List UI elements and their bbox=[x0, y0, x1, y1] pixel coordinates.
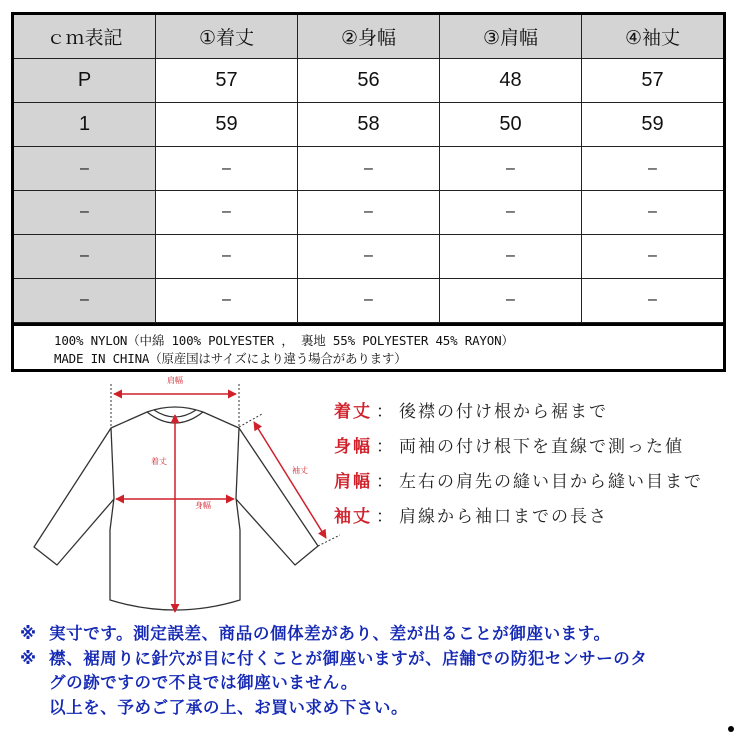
material-composition: 100% NYLON（中綿 100% POLYESTER ， 裏地 55% POLYESTER 45% RAYON） bbox=[54, 332, 514, 348]
legend-separator: ： bbox=[376, 507, 395, 527]
reference-mark-icon: ※ bbox=[20, 648, 37, 668]
legend-key: 袖丈 bbox=[334, 507, 372, 527]
sleeve-value: – bbox=[582, 235, 723, 278]
legend-description: 後襟の付け根から裾まで bbox=[399, 402, 608, 422]
shoulder-value: – bbox=[440, 279, 582, 322]
reference-mark-icon: ※ bbox=[20, 624, 37, 643]
legend-item-shoulder bbox=[334, 462, 703, 497]
size-label: – bbox=[14, 147, 156, 190]
legend-key: 着丈 bbox=[334, 402, 372, 422]
measurement-diagram bbox=[20, 372, 340, 622]
chest-value: – bbox=[298, 147, 440, 190]
chest-value: – bbox=[298, 279, 440, 322]
legend-description: 左右の肩先の縫い目から縫い目まで bbox=[399, 472, 703, 492]
length-value: 57 bbox=[156, 59, 298, 102]
table-header-row bbox=[14, 15, 723, 59]
table-row bbox=[14, 103, 723, 147]
shoulder-value: 50 bbox=[440, 103, 582, 146]
note-needle-holes bbox=[20, 647, 648, 672]
chest-value: – bbox=[298, 191, 440, 234]
legend-separator: ： bbox=[376, 437, 395, 457]
length-value: – bbox=[156, 147, 298, 190]
country-of-origin: MADE IN CHINA（原産国はサイズにより違う場合があります） bbox=[54, 350, 407, 366]
column-header-shoulder: ③肩幅 bbox=[440, 15, 582, 58]
size-label: – bbox=[14, 191, 156, 234]
note-acknowledgement: 以上を、予めご了承の上、お買い求め下さい。 bbox=[49, 697, 409, 717]
sleeve-value: 59 bbox=[582, 103, 723, 146]
column-header-unit: ｃｍ表記 bbox=[14, 15, 156, 58]
legend-key: 身幅 bbox=[334, 437, 372, 457]
shoulder-value: – bbox=[440, 147, 582, 190]
sleeve-value: – bbox=[582, 147, 723, 190]
table-row bbox=[14, 279, 723, 323]
column-header-sleeve: ④袖丈 bbox=[582, 15, 723, 58]
size-table bbox=[11, 12, 726, 372]
table-row bbox=[14, 191, 723, 235]
size-label: 1 bbox=[14, 103, 156, 146]
chest-value: – bbox=[298, 235, 440, 278]
length-label: 着丈 bbox=[151, 457, 167, 466]
size-label: P bbox=[14, 59, 156, 102]
shoulder-value: – bbox=[440, 191, 582, 234]
note-text: 実寸です。測定誤差、商品の個体差があり、差が出ることが御座います。 bbox=[49, 624, 611, 643]
chest-value: 56 bbox=[298, 59, 440, 102]
note-text: 襟、裾周りに針穴が目に付くことが御座いますが、店舗での防犯センサーのタ bbox=[49, 648, 648, 668]
size-label: – bbox=[14, 235, 156, 278]
disclaimer-notes bbox=[20, 622, 648, 720]
shoulder-value: – bbox=[440, 235, 582, 278]
table-row bbox=[14, 59, 723, 103]
note-needle-holes-cont: グの跡ですので不良では御座いません。 bbox=[49, 673, 358, 692]
table-row bbox=[14, 235, 723, 279]
legend-separator: ： bbox=[376, 402, 395, 422]
note-measurement bbox=[20, 622, 648, 647]
shoulder-value: 48 bbox=[440, 59, 582, 102]
sleeve-value: – bbox=[582, 191, 723, 234]
sleeve-value: 57 bbox=[582, 59, 723, 102]
chest-value: 58 bbox=[298, 103, 440, 146]
length-value: – bbox=[156, 235, 298, 278]
material-info bbox=[14, 323, 723, 369]
legend-description: 肩線から袖口までの長さ bbox=[399, 507, 608, 527]
column-header-chest: ②身幅 bbox=[298, 15, 440, 58]
length-value: 59 bbox=[156, 103, 298, 146]
legend-item-length bbox=[334, 392, 703, 427]
legend-item-sleeve bbox=[334, 497, 703, 532]
length-value: – bbox=[156, 191, 298, 234]
size-label: – bbox=[14, 279, 156, 322]
legend-key: 肩幅 bbox=[334, 472, 372, 492]
sleeve-label: 袖丈 bbox=[292, 466, 308, 475]
legend-item-chest bbox=[334, 427, 703, 462]
column-header-length: ①着丈 bbox=[156, 15, 298, 58]
length-value: – bbox=[156, 279, 298, 322]
chest-label: 身幅 bbox=[195, 501, 211, 510]
shoulder-label: 肩幅 bbox=[167, 376, 183, 385]
table-row bbox=[14, 147, 723, 191]
sweater-outline-icon bbox=[20, 372, 340, 622]
legend-description: 両袖の付け根下を直線で測った値 bbox=[399, 437, 684, 457]
legend-separator: ： bbox=[376, 472, 395, 492]
sleeve-value: – bbox=[582, 279, 723, 322]
measurement-legend bbox=[334, 392, 703, 532]
bullet-dot-icon bbox=[728, 726, 734, 732]
